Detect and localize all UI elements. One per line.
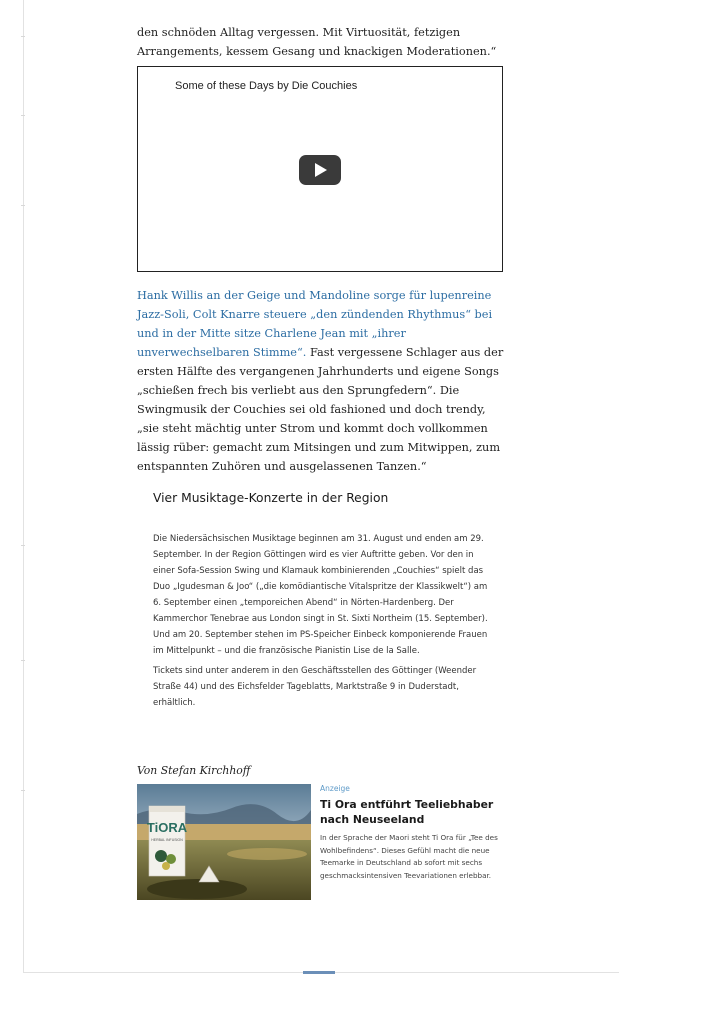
page-frame-left	[23, 0, 24, 972]
article-link-text[interactable]: Hank Willis an der Geige und Mandoline sorge für lupenreine Jazz-Soli, Colt Knarre steuere „den zündenden Rhythmus“ bei und in der Mitte sitze Charlene Jean mit „ihrer unverwechselbaren Stimme“.	[137, 289, 493, 359]
bottom-accent-bar	[303, 971, 335, 974]
ad-description: In der Sprache der Maori steht Ti Ora für „Tee des Wohlbefindens“. Dieses Gefühl macht die neue Teemarke in Deutschland ab sofort mit sechs geschmacksintensiven Teevariationen erlebbar.	[320, 833, 498, 880]
ad-product-subtitle: HERBAL INFUSION	[151, 838, 183, 842]
info-box-heading: Vier Musiktage-Konzerte in der Region	[153, 491, 389, 505]
margin-tick	[21, 545, 25, 546]
play-button[interactable]	[299, 155, 341, 185]
article-paragraph-text: Fast vergessene Schlager aus der ersten Hälfte des vergangenen Jahrhunderts und eigene Songs „schießen frech bis verliebt aus den Sprungfedern“. Die Swingmusik der Couchies sei old fashioned und doch trendy, „sie steht mächtig unter Strom und kommt doch vollkommen lässig rüber: gemacht zum Mitsingen und zum Mitwippen, zum entspannten Zuhören und ausgelassenen Tanzen.“	[137, 346, 504, 473]
info-box-paragraph: Die Niedersächsischen Musiktage beginnen am 31. August und enden am 29. September. In der Region Göttingen wird es vier Auftritte geben. Vor den in einer Sofa-Session Swing und Klamauk kombinierenden „Couchies“ spielt das Duo „Igudesman & Joo“ („die komödiantische Vitalspritze der Klassikwelt“) am 6. September einen „temporeichen Abend“ in Nörten-Hardenberg. Der Kammerchor Tenebrae aus London singt in St. Sixti Northeim (15. September). Und am 20. September stehen im PS-Speicher Einbeck komponierende Frauen im Mittelpunkt – und die französische Pianistin Lise de la Salle.	[153, 534, 488, 656]
margin-tick	[21, 115, 25, 116]
ad-image[interactable]	[137, 784, 311, 900]
margin-tick	[21, 790, 25, 791]
ad-product-name: TiORA	[146, 820, 188, 835]
ad-label: Anzeige	[320, 784, 350, 793]
ad-title-link[interactable]: Ti Ora entführt Teeliebhaber nach Neuseeland	[320, 798, 494, 826]
info-box-paragraph: Tickets sind unter anderem in den Geschäftsstellen des Göttinger (Weender Straße 44) und des Eichsfelder Tageblatts, Marktstraße 9 in Duderstadt, erhältlich.	[153, 666, 477, 708]
video-title[interactable]: Some of these Days by Die Couchies	[175, 80, 358, 92]
article-paragraph	[137, 286, 505, 476]
article-lead-text: den schnöden Alltag vergessen. Mit Virtuosität, fetzigen Arrangements, kessem Gesang und knackigen Moderationen.“	[137, 26, 497, 58]
video-embed[interactable]	[137, 66, 503, 272]
info-box	[153, 490, 493, 715]
margin-tick	[21, 660, 25, 661]
margin-tick	[21, 205, 25, 206]
author-byline: Von Stefan Kirchhoff	[137, 764, 251, 777]
ad-photo	[137, 784, 311, 900]
margin-tick	[21, 36, 25, 37]
ad-teaser	[320, 784, 500, 882]
play-icon	[315, 163, 327, 177]
